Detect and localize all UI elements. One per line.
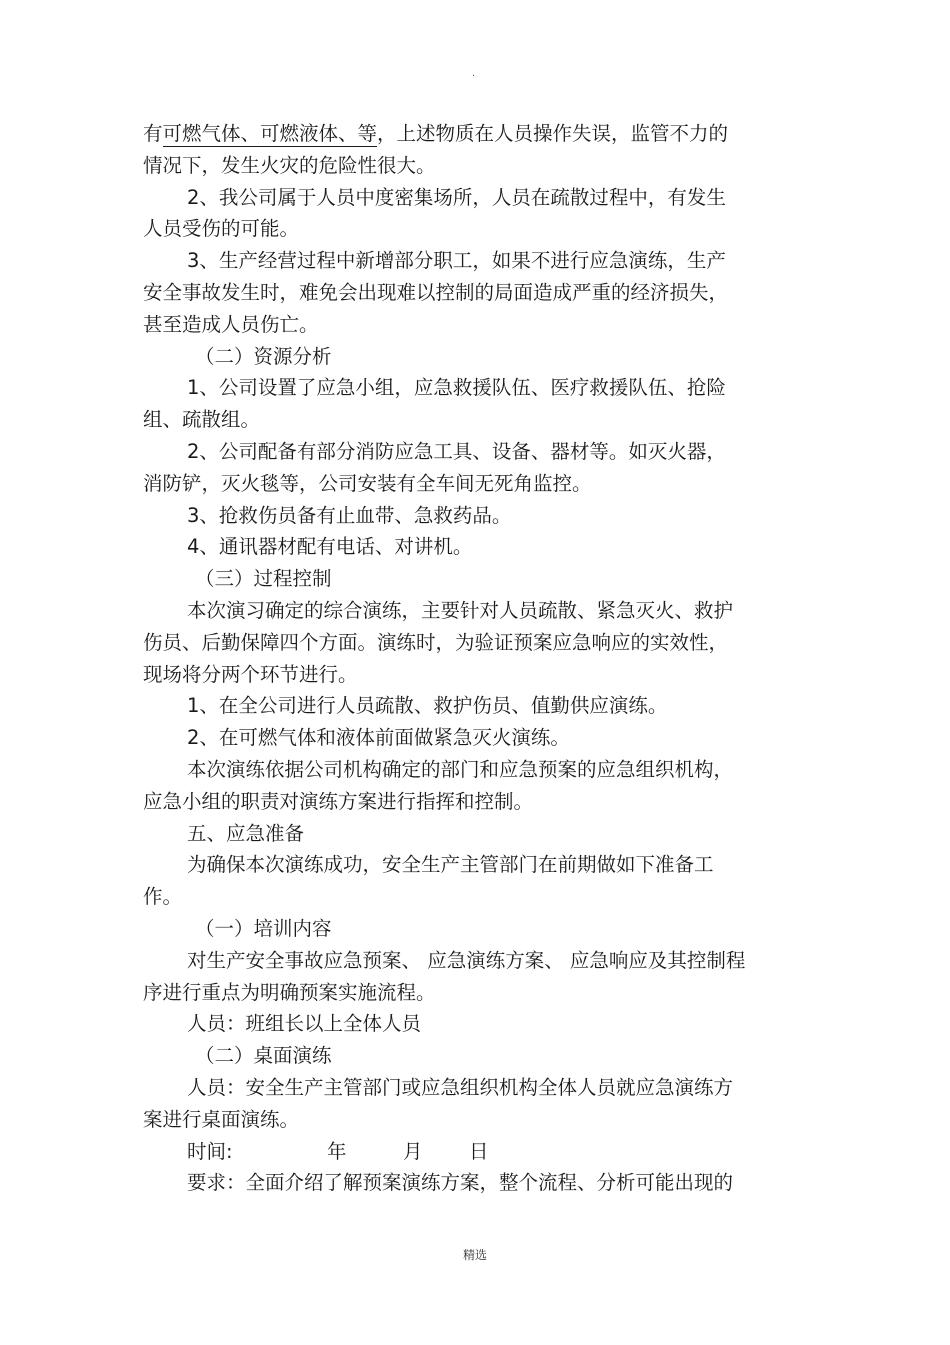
date-row (143, 1136, 783, 1168)
paragraph-line-28: 人员：班组长以上全体人员 (187, 1012, 422, 1036)
header-mark: · (472, 71, 476, 82)
paragraph-line-3: 人员受伤的可能。 (143, 217, 300, 241)
paragraph-line-23: 为确保本次演练成功，安全生产主管部门在前期做如下准备工 (187, 853, 714, 877)
date-year: 年 (327, 1139, 347, 1163)
paragraph-line-9: 组、疏散组。 (143, 408, 261, 432)
document-body (143, 118, 783, 1199)
paragraph-line-10: 2、公司配备有部分消防应急工具、设备、器材等。如灭火器， (187, 439, 726, 463)
paragraph-line-25: （一）培训内容 (195, 916, 332, 940)
paragraph-line-6: 甚至造成人员伤亡。 (143, 312, 319, 336)
paragraph-line-13: 4、通讯器材配有电话、对讲机。 (187, 535, 473, 559)
paragraph-line-30: 人员：安全生产主管部门或应急组织机构全体人员就应急演练方 (187, 1075, 734, 1099)
paragraph-line-27: 序进行重点为明确预案实施流程。 (143, 980, 436, 1004)
date-label: 时间: (187, 1139, 233, 1163)
page-footer: 精选 (462, 1248, 487, 1262)
underlined-text: 可燃气体、可燃液体、等 (162, 122, 378, 145)
paragraph-line-20: 本次演练依据公司机构确定的部门和应急预案的应急组织机构， (187, 757, 734, 781)
paragraph-line-22: 五、应急准备 (187, 821, 305, 845)
paragraph-line-4: 3、生产经营过程中新增部分职工，如果不进行应急演练，生产 (187, 249, 726, 273)
paragraph-line-2: 2、我公司属于人员中度密集场所，人员在疏散过程中，有发生 (187, 185, 726, 209)
paragraph-line-16: 伤员、后勤保障四个方面。演练时，为验证预案应急响应的实效性， (143, 630, 729, 654)
paragraph-line-8: 1、公司设置了应急小组，应急救援队伍、医疗救援队伍、抢险 (187, 376, 726, 400)
paragraph-line-31: 案进行桌面演练。 (143, 1107, 300, 1131)
paragraph-line-18: 1、在全公司进行人员疏散、救护伤员、值勤供应演练。 (187, 694, 668, 718)
paragraph-line-7: （二）资源分析 (195, 344, 332, 368)
date-day: 日 (469, 1139, 489, 1163)
paragraph-line-1: 情况下，发生火灾的危险性很大。 (143, 153, 436, 177)
paragraph-line-last: 要求：全面介绍了解预案演练方案，整个流程、分析可能出现的 (187, 1171, 734, 1195)
paragraph-line-15: 本次演习确定的综合演练，主要针对人员疏散、紧急灭火、救护 (187, 598, 734, 622)
paragraph-line-12: 3、抢救伤员备有止血带、急救药品。 (187, 503, 512, 527)
paragraph-line-26: 对生产安全事故应急预案、 应急演练方案、 应急响应及其控制程 (187, 948, 746, 972)
paragraph-line-11: 消防铲，灭火毯等，公司安装有全车间无死角监控。 (143, 471, 592, 495)
paragraph-line-5: 安全事故发生时，难免会出现难以控制的局面造成严重的经济损失， (143, 280, 729, 304)
paragraph-line-14: （三）过程控制 (195, 567, 332, 591)
paragraph-line-29: （二）桌面演练 (195, 1044, 332, 1068)
paragraph-line-19: 2、在可燃气体和液体前面做紧急灭火演练。 (187, 726, 570, 750)
paragraph-line-21: 应急小组的职责对演练方案进行指挥和控制。 (143, 789, 534, 813)
paragraph-lines (143, 150, 783, 1136)
paragraph-line-24: 作。 (143, 885, 183, 909)
paragraph-line-17: 现场将分两个环节进行。 (143, 662, 358, 686)
date-month: 月 (403, 1139, 423, 1163)
paragraph-line-0: 有可燃气体、可燃液体、等，上述物质在人员操作失误，监管不力的 (143, 122, 729, 145)
